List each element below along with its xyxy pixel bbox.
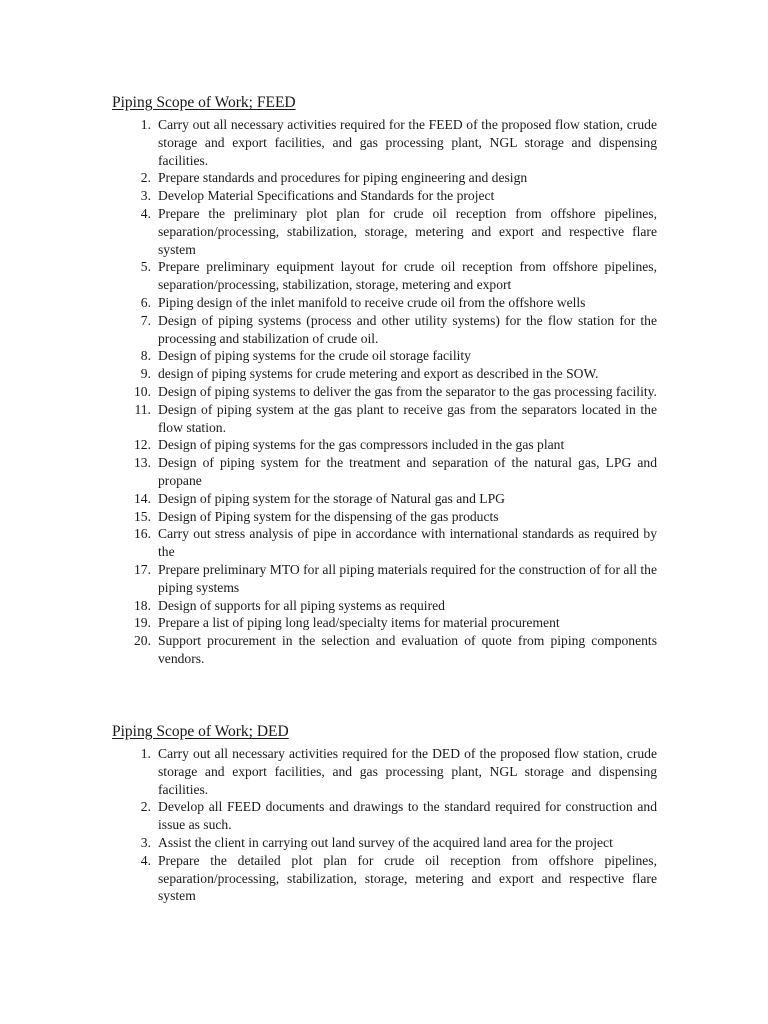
item-text: Design of Piping system for the dispensing of the gas products — [158, 508, 499, 524]
item-number: 19. — [134, 615, 151, 631]
item-text: Prepare preliminary MTO for all piping materials required for the construction of for all the piping systems — [158, 561, 657, 595]
item-text: Design of piping systems for the gas compressors included in the gas plant — [158, 437, 565, 453]
list-item — [112, 205, 657, 258]
section-heading: Piping Scope of Work; FEED — [112, 94, 296, 111]
item-text: Carry out all necessary activities required for the FEED of the proposed flow station, crude storage and export facilities, and gas processing plant, NGL storage and dispensing facilities. — [158, 117, 657, 168]
list-item — [112, 116, 657, 169]
list-item — [112, 614, 657, 632]
item-text: Assist the client in carrying out land survey of the acquired land area for the project — [158, 834, 613, 850]
list-item — [112, 632, 657, 668]
item-number: 12. — [134, 437, 151, 453]
list-item — [112, 525, 657, 561]
list-item — [112, 834, 657, 852]
item-number: 14. — [134, 490, 151, 506]
feed-list — [112, 116, 657, 668]
item-number: 11. — [134, 401, 151, 417]
item-text: Design of piping systems (process and other utility systems) for the flow station for the processing and stabilization of crude oil. — [158, 312, 657, 346]
item-text: Support procurement in the selection and evaluation of quote from piping components vendors. — [158, 633, 657, 666]
item-number: 2. — [140, 799, 151, 815]
item-text: Prepare standards and procedures for piping engineering and design — [158, 170, 528, 186]
list-item — [112, 454, 657, 490]
item-number: 7. — [140, 312, 151, 328]
list-item — [112, 561, 657, 597]
item-number: 17. — [134, 561, 151, 577]
item-number: 13. — [134, 455, 151, 471]
item-number: 3. — [140, 188, 151, 204]
item-text: Piping design of the inlet manifold to receive crude oil from the offshore wells — [158, 294, 586, 310]
list-item — [112, 401, 657, 437]
feed-section — [112, 93, 657, 668]
list-item — [112, 347, 657, 365]
item-text: Design of supports for all piping systems as required — [158, 597, 445, 613]
list-item — [112, 508, 657, 526]
list-item — [112, 312, 657, 348]
item-number: 5. — [140, 259, 151, 275]
item-text: Prepare a list of piping long lead/specialty items for material procurement — [158, 615, 560, 631]
item-number: 10. — [134, 383, 151, 399]
item-number: 9. — [140, 366, 151, 382]
item-text: Design of piping systems for the crude oil storage facility — [158, 348, 471, 364]
item-text: Develop all FEED documents and drawings to the standard required for construction and issue as such. — [158, 799, 657, 833]
item-text: Design of piping system for the treatment and separation of the natural gas, LPG and propane — [158, 455, 657, 488]
item-number: 15. — [134, 508, 151, 524]
item-number: 20. — [134, 633, 151, 649]
item-text: Design of piping system for the storage of Natural gas and LPG — [158, 490, 505, 506]
item-number: 18. — [134, 597, 151, 613]
item-number: 3. — [140, 834, 151, 850]
item-number: 16. — [134, 526, 151, 542]
list-item — [112, 798, 657, 834]
list-item — [112, 745, 657, 798]
list-item — [112, 490, 657, 508]
item-number: 4. — [140, 205, 151, 221]
list-item — [112, 597, 657, 615]
item-text: Design of piping systems to deliver the gas from the separator to the gas processing facility. — [158, 383, 657, 399]
list-item — [112, 383, 657, 401]
item-number: 1. — [140, 746, 151, 761]
list-item — [112, 169, 657, 187]
item-text: Carry out stress analysis of pipe in accordance with international standards as required by the — [158, 526, 657, 560]
ded-list — [112, 745, 657, 905]
item-number: 2. — [140, 170, 151, 186]
item-text: Prepare the detailed plot plan for crude oil reception from offshore pipelines, separation/processing, stabilization, storage, metering and export and respective flare system — [158, 852, 657, 904]
ded-section — [112, 722, 657, 905]
item-number: 8. — [140, 348, 151, 364]
item-text: Develop Material Specifications and Standards for the project — [158, 188, 495, 204]
item-text: Carry out all necessary activities required for the DED of the proposed flow station, crude storage and export facilities, and gas processing plant, NGL storage and dispensing facilities. — [158, 746, 657, 797]
list-item — [112, 365, 657, 383]
section-heading: Piping Scope of Work; DED — [112, 723, 289, 740]
item-text: Prepare preliminary equipment layout for crude oil reception from offshore pipelines, separation/processing, stabilization, storage, metering and export — [158, 259, 657, 293]
item-number: 1. — [140, 117, 151, 132]
list-item — [112, 436, 657, 454]
list-item — [112, 187, 657, 205]
list-item — [112, 258, 657, 294]
item-number: 4. — [140, 852, 151, 868]
item-text: design of piping systems for crude metering and export as described in the SOW. — [158, 366, 599, 382]
item-text: Prepare the preliminary plot plan for crude oil reception from offshore pipelines, separation/processing, stabilization, storage, metering and export and respective flare system — [158, 205, 657, 257]
item-number: 6. — [140, 294, 151, 310]
list-item — [112, 852, 657, 905]
item-text: Design of piping system at the gas plant to receive gas from the separators located in the flow station. — [158, 401, 657, 435]
list-item — [112, 294, 657, 312]
